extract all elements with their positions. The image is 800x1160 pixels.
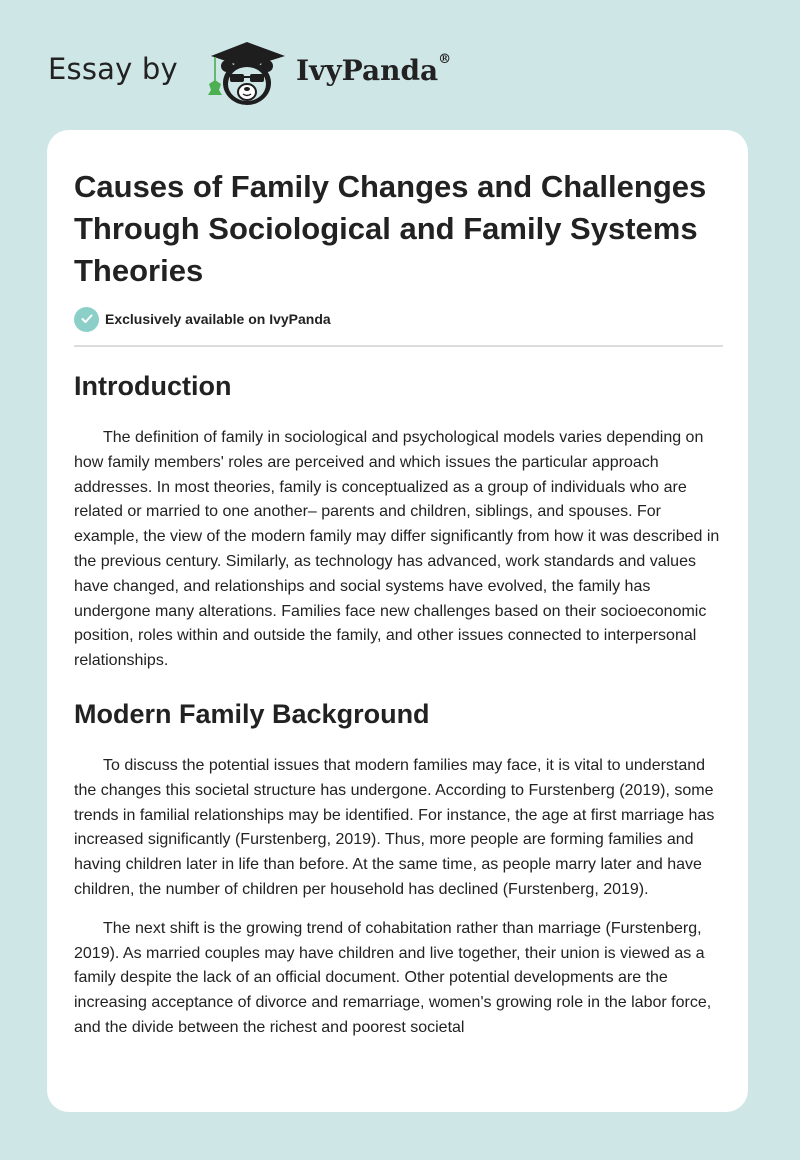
essay-body: [74, 366, 726, 1041]
exclusive-badge: [74, 306, 331, 332]
check-circle-icon: [74, 307, 99, 332]
paragraph: The next shift is the growing trend of cohabitation rather than marriage (Furstenberg, 2019). As married couples may have children and live together, their union is viewed as a family despite the lack of an official document. Other potential developments are the increasing acceptance of divorce and remarriage, women's growing role in the labor force, and the divide between the richest and poorest societal: [74, 919, 712, 1036]
site-header: [0, 0, 800, 130]
essay-card: [47, 130, 748, 1112]
page-title: Causes of Family Changes and Challenges Through Sociological and Family Systems Theories: [74, 169, 707, 288]
paragraph: The definition of family in sociological and psychological models varies depending on how family members' roles are perceived and which issues the particular approach addresses. In most theories, family is conceptualized as a group of individuals who are related or married to one another– parents and children, siblings, and spouses. For example, the view of the modern family may differ significantly from how it was described in the previous century. Similarly, as technology has advanced, work standards and values have changed, and relationships and social systems have evolved, the family has undergone many alterations. Families face new challenges based on their socioeconomic position, roles within and outside the family, and other issues connected to interpersonal relationships.: [74, 429, 720, 670]
panda-graduate-logo-icon[interactable]: [203, 36, 291, 108]
registered-mark: ®: [438, 52, 452, 67]
section-heading-introduction: Introduction: [74, 371, 232, 401]
section-heading-modern-family-background: Modern Family Background: [74, 698, 430, 729]
brand-name[interactable]: IvyPanda®: [296, 52, 452, 87]
paragraph: To discuss the potential issues that modern families may face, it is vital to understand the changes this societal structure has undergone. According to Furstenberg (2019), some trends in familial relationships may be identified. For instance, the age at first marriage has increased significantly (Furstenberg, 2019). Thus, more people are forming families and having children later in life than before. At the same time, as people marry later and have children, the number of children per household has declined (Furstenberg, 2019).: [74, 756, 715, 898]
divider: [74, 345, 723, 347]
exclusive-label: Exclusively available on IvyPanda: [105, 311, 331, 327]
essay-by-label: Essay by: [48, 52, 178, 86]
